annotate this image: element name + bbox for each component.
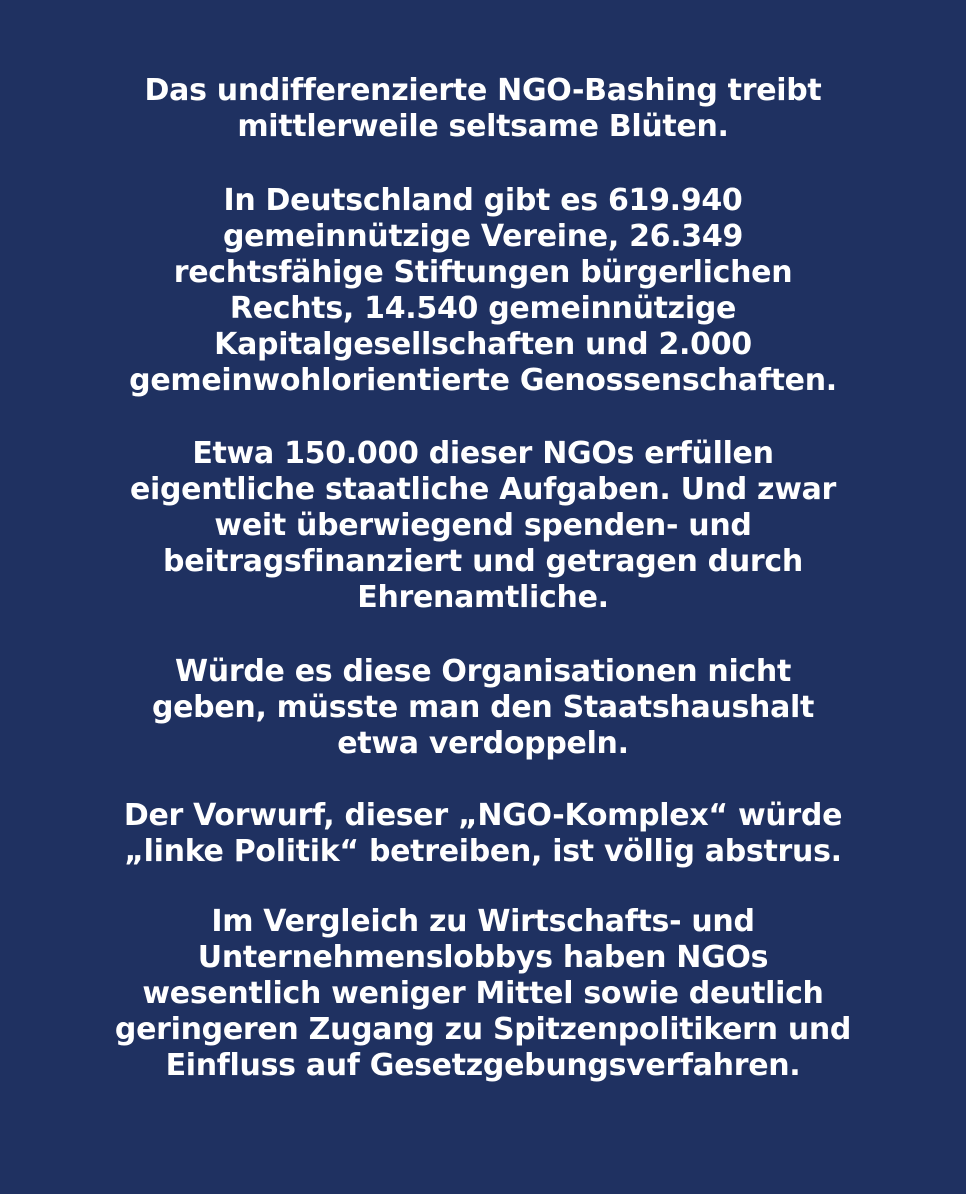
text-line: rechtsfähige Stiftungen bürgerlichen (173, 255, 793, 290)
text-line: geben, müsste man den Staatshaushalt (151, 690, 815, 725)
paragraph-budget (33, 654, 933, 762)
text-line: eigentliche staatliche Aufgaben. Und zwar (129, 472, 837, 507)
text-line: Der Vorwurf, dieser „NGO-Komplex“ würde (123, 798, 843, 833)
text-line: gemeinnützige Vereine, 26.349 (222, 219, 744, 254)
text-line: etwa verdoppeln. (337, 726, 629, 761)
paragraph-statistics (33, 183, 933, 399)
text-line: Im Vergleich zu Wirtschafts- und (211, 904, 755, 939)
text-line: Kapitalgesellschaften und 2.000 (214, 327, 752, 362)
text-line: In Deutschland gibt es 619.940 (223, 183, 743, 218)
paragraph-state-tasks (33, 436, 933, 616)
text-line: mittlerweile seltsame Blüten. (237, 109, 729, 144)
text-line: Würde es diese Organisationen nicht (174, 654, 792, 689)
text-line: gemeinwohlorientierte Genossenschaften. (129, 363, 837, 398)
paragraph-lobby-comparison (33, 904, 933, 1084)
paragraph-intro (33, 73, 933, 145)
text-line: Etwa 150.000 dieser NGOs erfüllen (192, 436, 774, 471)
text-line: wesentlich weniger Mittel sowie deutlich (142, 976, 824, 1011)
text-line: geringeren Zugang zu Spitzenpolitikern und (114, 1012, 852, 1047)
text-line: beitragsfinanziert und getragen durch (163, 544, 803, 579)
text-line: Ehrenamtliche. (357, 580, 609, 615)
text-line: Unternehmenslobbys haben NGOs (197, 940, 769, 975)
text-line: weit überwiegend spenden- und (214, 508, 752, 543)
text-line: Das undifferenzierte NGO-Bashing treibt (144, 73, 822, 108)
text-line: Einfluss auf Gesetzgebungsverfahren. (165, 1048, 801, 1083)
text-line: „linke Politik“ betreiben, ist völlig abstrus. (124, 834, 842, 869)
text-line: Rechts, 14.540 gemeinnützige (229, 291, 737, 326)
paragraph-accusation (33, 798, 933, 870)
